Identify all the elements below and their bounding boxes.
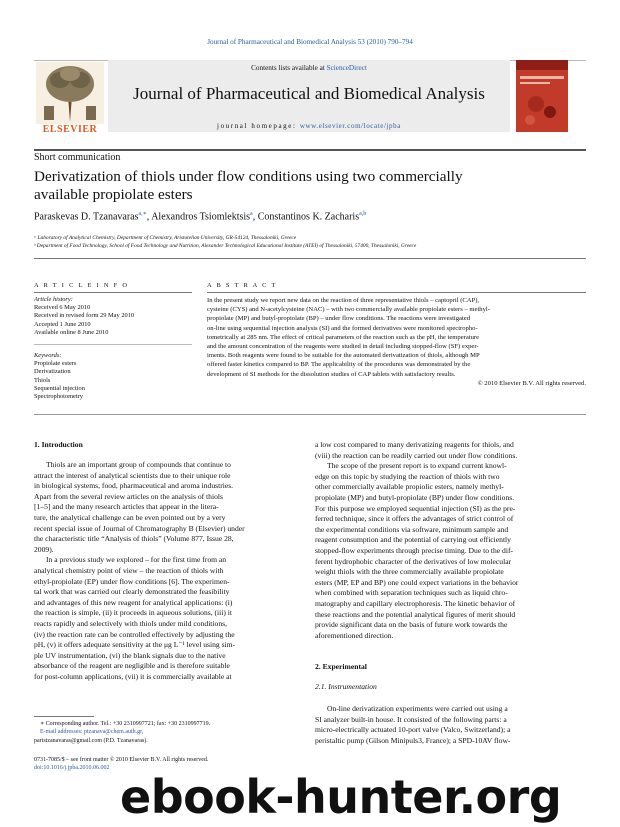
abstract-body — [207, 296, 586, 388]
affiliation: ᵇ Department of Food Technology, School of Food Technology and Nutrition, Alexander Technological Educational Institute (ATEI) of Thessaloniki, 57400, Thessaloniki, Greece — [34, 243, 417, 249]
journal-cover-image — [516, 60, 568, 132]
introduction-body — [34, 460, 300, 682]
history-label: Article history: — [34, 296, 73, 303]
text-line: for post-column applications, (vii) it is commercially available at — [34, 671, 232, 681]
text-line: The scope of the present report is to expand current knowl- — [327, 461, 507, 471]
text-line: provide significant data on the basis of future work towards the — [315, 620, 508, 630]
text-line: Apart from the several review articles on the analysis of thiols — [34, 491, 223, 501]
text-line: On-line derivatization experiments were carried out using a — [327, 704, 508, 713]
text-line: ferent hydrophobic character of the derivatives of low molecular — [315, 556, 512, 566]
abstract-line: development of SI methods for the dissolution studies of CAP tablets with satisfactory results. — [207, 370, 456, 378]
homepage-link[interactable]: www.elsevier.com/locate/jpba — [299, 122, 401, 130]
article-history — [34, 296, 194, 337]
author-list: Paraskevas D. Tzanavaras$^{a,∗}$, Alexandros Tsiomlektsis$^a$, Constantinos K. Zacharis$^{a,b}$ — [34, 211, 367, 223]
history-item: Available online 8 June 2010 — [34, 328, 109, 336]
watermark: ebook-hunter.org — [120, 770, 562, 824]
author-name: Paraskevas D. Tzanavaras — [34, 211, 139, 223]
footnote-rule — [34, 716, 94, 717]
title-line: Derivatization of thiols under flow conditions using two commercially — [34, 168, 463, 185]
keyword: Thiols — [34, 376, 51, 384]
text-line: pH, (v) it offers adequate sensitivity at the μg L⁻¹ level using sim- — [34, 640, 236, 650]
text-line: esters (MP, EP and BP) one could expect variations in the behavior — [315, 577, 519, 587]
text-line: weight thiols with the three commercially available propiolate — [315, 567, 504, 577]
divider — [34, 344, 192, 345]
keyword: Propiolate esters — [34, 360, 77, 368]
abstract-line: In the present study we report new data on the reaction of three representative thiols – captopril (CAP), — [207, 297, 480, 304]
text-line: reagent consumption and the potential of carrying out efficiently — [315, 535, 511, 545]
text-line: micro-electrically actuated 10-port valve (Valco, Switzerland); a — [315, 725, 511, 735]
text-line: In a previous study we explored – for the first time from an — [46, 555, 227, 565]
text-line: recent special issue of Journal of Chromatography B (Elsevier) under — [34, 523, 245, 533]
contents-prefix: Contents lists available at — [251, 64, 327, 72]
text-line: attract the interest of analytical scientists due to their unique role — [34, 470, 231, 480]
section-heading-introduction: 1. Introduction — [34, 440, 83, 449]
sciencedirect-link[interactable]: ScienceDirect — [326, 64, 367, 72]
divider — [34, 414, 586, 415]
abstract-line: on-line using sequential injection analysis (SI) and the formed derivatives were monitored spectropho- — [207, 324, 478, 332]
text-line: analytical chemistry point of view – the reaction of thiols with — [34, 565, 224, 575]
text-line: a low cost compared to many derivatizing reagents for thiols, and — [315, 440, 514, 449]
article-type: Short communication — [34, 152, 121, 163]
issn-line: 0731-7085/$ – see front matter © 2010 Elsevier B.V. All rights reserved. — [34, 757, 209, 763]
history-item: Received in revised form 29 May 2010 — [34, 312, 135, 320]
keyword: Spectrophotometry — [34, 393, 83, 401]
author-name: Constantinos K. Zacharis — [257, 211, 360, 223]
text-line: stopped-flow experiments through precise timing. Due to the dif- — [315, 545, 514, 555]
author-name: Alexandros Tsiomlektsis — [151, 211, 251, 223]
affiliations — [34, 234, 594, 250]
doi-link[interactable]: doi:10.1016/j.jpba.2010.06.002 — [34, 765, 110, 772]
text-line: SI analyzer built-in house. It consisted of the following parts: a — [315, 714, 507, 724]
text-line: the experimental conditions via software, minimum sample and — [315, 524, 509, 534]
history-item: Accepted 1 June 2010 — [34, 320, 91, 328]
text-line: ture, the analytical challenge can be even pointed out by a very — [34, 512, 226, 522]
text-line: [1–5] and the many research articles that appear in the litera- — [34, 502, 219, 512]
text-line: other commercially available propiolic esters, namely methyl- — [315, 482, 504, 492]
author-marks[interactable]: a,∗ — [138, 211, 147, 217]
text-line: Thiols are an important group of compounds that continue to — [46, 460, 231, 469]
text-line: (iv) the reaction rate can be controlled effectively by adjusting the — [34, 629, 235, 639]
text-line: propiolate (MP) and butyl-propiolate (BP) under flow conditions. — [315, 492, 515, 502]
text-line: ple UV instrumentation, (vi) the blank signals due to the native — [34, 650, 226, 660]
text-line: (viii) the reaction can be readily carried out under flow conditions. — [315, 450, 518, 460]
text-line: reacts rapidly and selectively with thiols under mild conditions, — [34, 618, 227, 628]
copyright: © 2010 Elsevier B.V. All rights reserved. — [477, 379, 586, 387]
contents-line — [108, 64, 510, 72]
affiliation: ᵃ Laboratory of Analytical Chemistry, Department of Chemistry, Aristotelian University, GR-54124, Thessaloniki, Greece — [34, 235, 297, 241]
section-heading-experimental: 2. Experimental — [315, 662, 367, 671]
text-line: aforementioned direction. — [315, 630, 394, 640]
text-line: ethyl-propiolate (EP) under flow conditions [6]. The experimen- — [34, 576, 230, 586]
keyword: Derivatization — [34, 368, 71, 376]
text-line: when combined with separation techniques such as liquid chro- — [315, 588, 508, 598]
keyword: Sequential injection — [34, 384, 85, 392]
text-line: in biological systems, food, pharmaceutical and aroma industries. — [34, 481, 234, 491]
email-line[interactable]: E-mail addresses: ptzanava@chem.auth.gr, — [40, 729, 144, 736]
elsevier-wordmark: ELSEVIER — [42, 124, 98, 135]
email-line[interactable]: paristzanavaras@gmail.com (P.D. Tzanavaras). — [34, 737, 148, 744]
divider — [34, 292, 192, 293]
article-info-heading: A R T I C L E I N F O — [34, 282, 129, 289]
journal-title: Journal of Pharmaceutical and Biomedical Analysis — [133, 84, 485, 103]
journal-reference: Journal of Pharmaceutical and Biomedical Analysis 53 (2010) 790–794 — [207, 38, 413, 46]
text-line: For this purpose we employed sequential injection (SI) as the pre- — [315, 503, 516, 513]
elsevier-tree-logo — [36, 62, 104, 130]
history-item: Received 6 May 2010 — [34, 304, 91, 312]
text-line: 2009). — [34, 544, 54, 554]
divider — [207, 292, 586, 293]
instrumentation-body — [315, 704, 587, 746]
author-marks[interactable]: a — [250, 211, 253, 217]
title-line: available propiolate esters — [34, 186, 193, 203]
keywords-label: Keywords: — [34, 352, 62, 359]
text-line: matography and capillary electrophoresis. The kinetic behavior of — [315, 598, 516, 608]
journal-homepage — [108, 122, 510, 130]
text-line: absorbance of the reagent are negligible and is therefore suitable — [34, 661, 230, 671]
abstract-line: offered faster kinetics compared to BP. The applicability of the procedures was demonstrated by the — [207, 361, 471, 369]
column-2-body — [315, 440, 587, 641]
footnote — [34, 720, 300, 745]
text-line: peristaltic pump (Gilson Minipuls3, France); a SPD-10AV flow- — [315, 735, 511, 745]
abstract-heading: A B S T R A C T — [207, 282, 278, 289]
abstract-line: propiolate (MP) and butyl-propiolate (BP) – under flow conditions. The reactions were investigated — [207, 315, 471, 323]
text-line: ferred technique, since it offers the advantages of strict control of — [315, 514, 514, 524]
article-title — [34, 168, 574, 204]
text-line: the characteristic title “Analysis of thiols” (Volume 877, Issue 28, — [34, 534, 234, 544]
text-line: tal work that was carried out clearly demonstrated the feasibility — [34, 587, 230, 597]
text-line: and advantages of this new reagent for analytical applications: (i) — [34, 597, 233, 607]
text-line: these reactions and the potential analytical figures of merit should — [315, 609, 516, 619]
author-marks[interactable]: a,b — [359, 211, 367, 217]
homepage-prefix: journal homepage: — [217, 122, 300, 130]
text-line: the reaction is simple, (ii) it proceeds in aqueous solutions, (iii) it — [34, 608, 233, 618]
subsection-heading-instrumentation: 2.1. Instrumentation — [315, 682, 377, 691]
abstract-line: tometrically at 285 nm. The effect of critical parameters of the reaction such as the pH, the temperature — [207, 333, 480, 341]
divider — [34, 258, 586, 259]
keywords — [34, 352, 194, 401]
footnote-line: ∗ Corresponding author. Tel.: +30 2310997721; fax: +30 2310997719. — [40, 721, 211, 727]
abstract-line: and the amount concentration of the reagents were studied in detail including stopped-flow (SF) exper- — [207, 343, 479, 351]
abstract-line: cysteine (CYS) and N-acetylcysteine (NAC) – with two commercially available propiolate esters – methyl- — [207, 306, 490, 314]
abstract-line: iments. Both reagents were found to be suitable for the automated derivatization of thiols, although MP — [207, 352, 480, 360]
text-line: edge on this topic by studying the reaction of thiols with two — [315, 471, 500, 481]
